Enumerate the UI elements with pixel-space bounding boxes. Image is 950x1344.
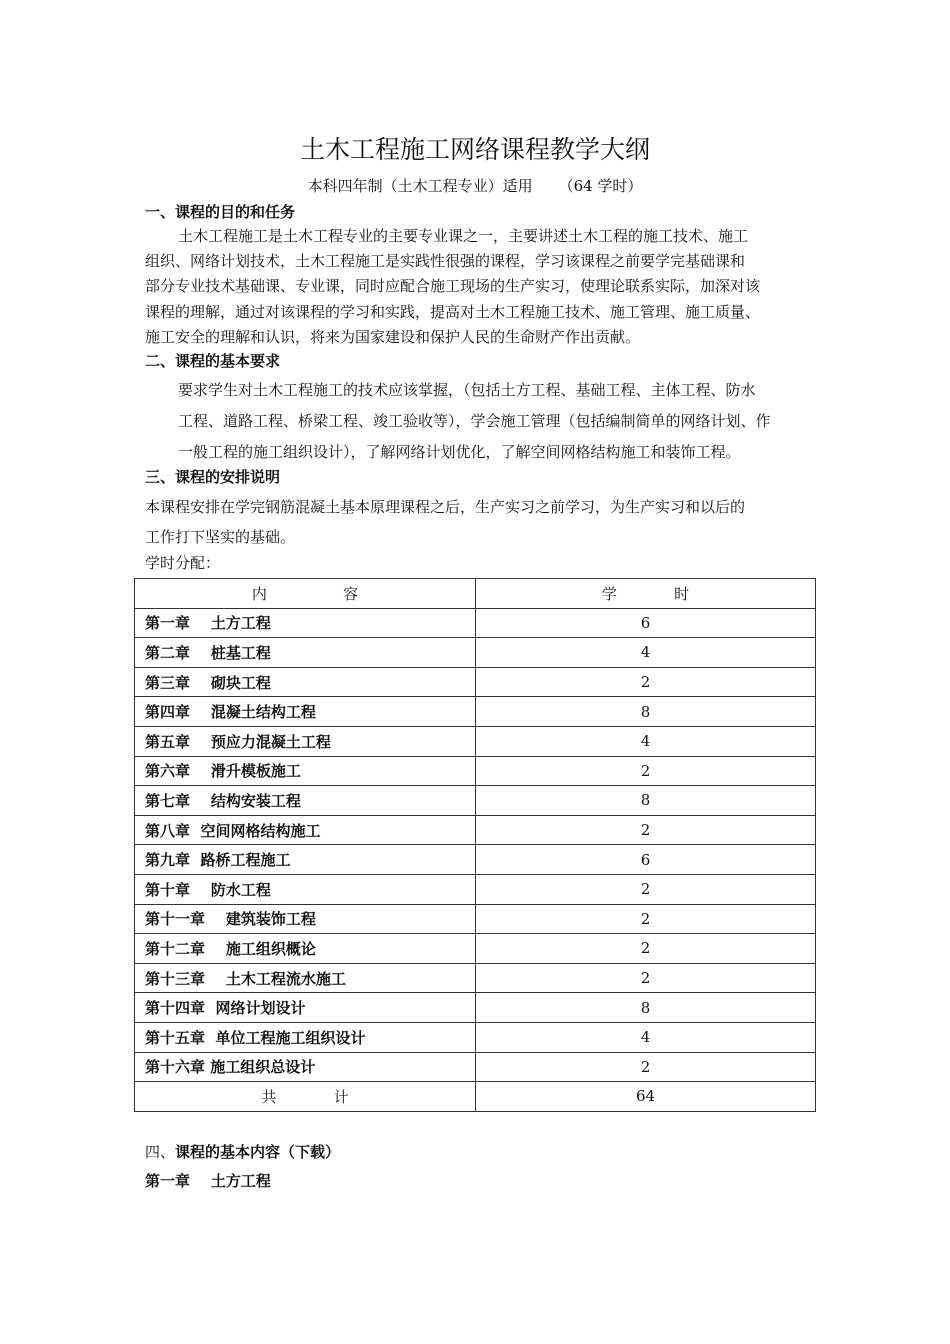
- chapter-name: 第十一章 建筑装饰工程: [135, 904, 476, 934]
- table-row: [135, 638, 816, 668]
- chapter-hours: 2: [476, 756, 816, 786]
- table-header-row: [135, 579, 816, 609]
- chapter-name: 第五章 预应力混凝土工程: [135, 726, 476, 756]
- table-row: [135, 1052, 816, 1082]
- table-row: [135, 667, 816, 697]
- section-4-number: 四、: [145, 1143, 176, 1161]
- subtitle-scope: 本科四年制（土木工程专业）适用: [307, 177, 533, 195]
- table-row: [135, 963, 816, 993]
- section-3-paragraph: [145, 492, 810, 552]
- chapter-name: 第十二章 施工组织概论: [135, 934, 476, 964]
- table-row: [135, 934, 816, 964]
- chapter-name: 第六章 滑升模板施工: [135, 756, 476, 786]
- chapter-hours: 4: [476, 726, 816, 756]
- table-total-row: [135, 1082, 816, 1112]
- table-row: [135, 1022, 816, 1052]
- chapter-hours: 8: [476, 786, 816, 816]
- chapter-name: 第七章 结构安装工程: [135, 786, 476, 816]
- section-1-heading: 一、课程的目的和任务: [145, 203, 296, 221]
- chapter-name: 第一章 土方工程: [135, 608, 476, 638]
- chapter-name: 第十六章 施工组织总设计: [135, 1052, 476, 1082]
- section-3-heading: 三、课程的安排说明: [145, 468, 281, 486]
- document-subtitle: [0, 175, 950, 197]
- chapter-name: 第三章 砌块工程: [135, 667, 476, 697]
- section-2-paragraph: [145, 375, 810, 468]
- paragraph-line: 土木工程施工是土木工程专业的主要专业课之一，主要讲述土木工程的施工技术、施工: [178, 227, 749, 245]
- table-row: [135, 993, 816, 1023]
- table-row: [135, 608, 816, 638]
- table-row: [135, 697, 816, 727]
- chapter-name: 第十四章 网络计划设计: [135, 993, 476, 1023]
- table-row: [135, 874, 816, 904]
- chapter-name: 第九章 路桥工程施工: [135, 845, 476, 875]
- header-content: 内 容: [135, 579, 476, 609]
- chapter-name: 第十三章 土木工程流水施工: [135, 963, 476, 993]
- total-value: 64: [476, 1082, 816, 1112]
- chapter-name: 第十章 防水工程: [135, 874, 476, 904]
- paragraph-line: 一般工程的施工组织设计），了解网络计划优化，了解空间网格结构施工和装饰工程。: [178, 443, 741, 461]
- table-row: [135, 815, 816, 845]
- chapter-hours: 2: [476, 1052, 816, 1082]
- chapter-name: 第四章 混凝土结构工程: [135, 697, 476, 727]
- hours-allocation-label: 学时分配：: [145, 554, 221, 572]
- paragraph-line: 本课程安排在学完钢筋混凝土基本原理课程之后，生产实习之前学习，为生产实习和以后的: [145, 498, 746, 516]
- chapter-hours: 6: [476, 845, 816, 875]
- paragraph-line: 部分专业技术基础课、专业课，同时应配合施工现场的生产实习，使理论联系实际，加深对该: [145, 277, 761, 296]
- chapter-1-heading: 第一章 土方工程: [145, 1172, 271, 1190]
- chapter-hours: 6: [476, 608, 816, 638]
- chapter-hours: 8: [476, 993, 816, 1023]
- hours-table: [134, 578, 816, 1112]
- chapter-hours: 4: [476, 1022, 816, 1052]
- chapter-hours: 2: [476, 904, 816, 934]
- chapter-hours: 2: [476, 963, 816, 993]
- header-hours: 学 时: [476, 579, 816, 609]
- section-4-text: 课程的基本内容（下载）: [175, 1143, 341, 1161]
- table-row: [135, 786, 816, 816]
- subtitle-hours: （64 学时）: [558, 177, 643, 195]
- table-row: [135, 726, 816, 756]
- paragraph-line: 工作打下坚实的基础。: [145, 528, 296, 546]
- paragraph-line: 要求学生对土木工程施工的技术应该掌握，（包括土方工程、基础工程、主体工程、防水: [178, 381, 756, 399]
- table-row: [135, 904, 816, 934]
- chapter-hours: 2: [476, 934, 816, 964]
- chapter-hours: 2: [476, 815, 816, 845]
- section-2-heading: 二、课程的基本要求: [145, 352, 281, 370]
- chapter-hours: 4: [476, 638, 816, 668]
- paragraph-line: 组织、网络计划技术，土木工程施工是实践性很强的课程，学习该课程之前要学完基础课和: [145, 252, 746, 271]
- paragraph-line: 施工安全的理解和认识，将来为国家建设和保护人民的生命财产作出贡献。: [145, 327, 641, 346]
- section-1-paragraph: [145, 224, 810, 350]
- chapter-name: 第二章 桩基工程: [135, 638, 476, 668]
- chapter-hours: 8: [476, 697, 816, 727]
- chapter-hours: 2: [476, 874, 816, 904]
- table-row: [135, 756, 816, 786]
- chapter-hours: 2: [476, 667, 816, 697]
- total-label: 共 计: [135, 1082, 476, 1112]
- section-4-heading: [145, 1141, 340, 1163]
- table-row: [135, 845, 816, 875]
- chapter-name: 第十五章 单位工程施工组织设计: [135, 1022, 476, 1052]
- paragraph-line: 课程的理解，通过对该课程的学习和实践，提高对土木工程施工技术、施工管理、施工质量、: [145, 302, 761, 321]
- chapter-name: 第八章 空间网格结构施工: [135, 815, 476, 845]
- paragraph-line: 工程、道路工程、桥梁工程、竣工验收等），学会施工管理（包括编制简单的网络计划、作: [178, 412, 771, 430]
- document-title: 土木工程施工网络课程教学大纲: [299, 135, 650, 164]
